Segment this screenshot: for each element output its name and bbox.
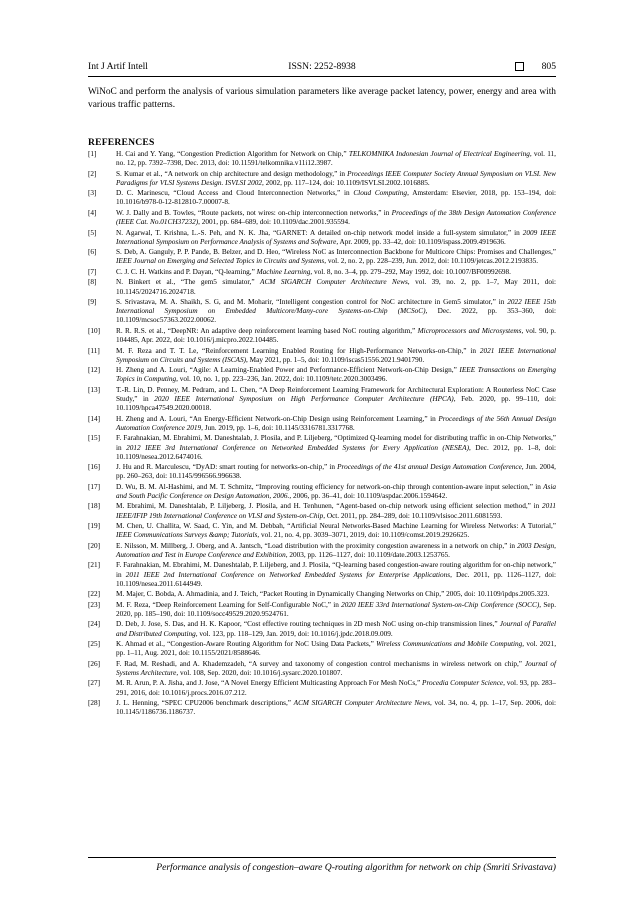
reference-text: [116, 679, 556, 697]
reference-authors-title: H. Cai and Y. Yang, “Congestion Prediction Algorithm for Network on Chip,”: [116, 150, 349, 158]
reference-venue: Journal of Systems Architecture: [116, 659, 556, 677]
reference-item: [88, 189, 556, 207]
reference-venue: IEEE Transactions on Emerging Topics in Computing: [116, 366, 556, 384]
reference-number: [27]: [88, 679, 101, 688]
reference-authors-title: S. Kumar et al., “A network on chip architecture and design methodology,” in: [116, 169, 348, 178]
reference-number: [2]: [88, 169, 97, 178]
reference-text: [116, 366, 556, 384]
reference-item: [88, 522, 556, 540]
reference-item: [88, 483, 556, 501]
reference-authors-title: D. Deb, J. Jose, S. Das, and H. K. Kapoor, “Cost effective routing techniques in 2D mesh NoC using on-chip transmission lines,”: [116, 620, 500, 629]
reference-details: , vol. 10, no. 1, pp. 223–236, Jan. 2022, doi: 10.1109/tetc.2020.3003496.: [176, 375, 388, 384]
reference-details: , Dec. 2022, pp. 353–360, doi: 10.1109/mcsoc57363.2022.00062.: [116, 307, 556, 325]
reference-text: [116, 278, 556, 296]
reference-item: [88, 229, 556, 247]
reference-details: , May 2021, pp. 1–5, doi: 10.1109/iscas51556.2021.9401790.: [246, 355, 425, 364]
reference-text: [116, 561, 556, 588]
reference-item: [88, 248, 556, 266]
references-heading: REFERENCES: [88, 137, 155, 148]
reference-number: [21]: [88, 561, 101, 570]
reference-venue: IEEE Journal on Emerging and Selected Topics in Circuits and Systems: [116, 257, 325, 266]
reference-venue: Microprocessors and Microsystems: [417, 326, 522, 335]
reference-authors-title: M. Ebrahimi, M. Daneshtalab, P. Liljeberg, J. Plosila, and H. Tenhunen, “Agent-based on-chip network using efficient selection method,” in: [116, 502, 543, 511]
reference-number: [12]: [88, 366, 101, 375]
reference-number: [7]: [88, 267, 97, 276]
reference-number: [8]: [88, 278, 97, 287]
reference-number: [22]: [88, 590, 101, 599]
reference-text: [116, 248, 556, 266]
reference-authors-title: W. J. Dally and B. Towles, “Route packets, not wires: on-chip interconnection networks,” in: [116, 208, 392, 217]
reference-text: [116, 463, 556, 481]
reference-text: [116, 434, 556, 461]
reference-authors-title: S. Srivastava, M. A. Shaikh, S. G, and M. Moharir, “Intelligent congestion control for NoC architecture in Gem5 simulator,” in: [116, 298, 508, 307]
reference-venue: Wireless Communications and Mobile Computing: [376, 640, 523, 649]
reference-details: , Feb. 2020, pp. 99–110, doi: 10.1109/hpca47549.2020.00018.: [116, 395, 556, 413]
reference-text: [116, 660, 556, 678]
reference-item: [88, 590, 556, 599]
reference-item: [88, 150, 556, 168]
reference-details: , vol. 39, no. 2, pp. 1–7, May 2011, doi: 10.1145/2024716.2024718.: [116, 278, 556, 296]
reference-authors-title: J. Hu and R. Marculescu, “DyAD: smart routing for networks-on-chip,” in: [116, 463, 338, 472]
reference-item: [88, 278, 556, 296]
reference-details: , Dec. 2012, pp. 1–8, doi: 10.1109/nesea.2012.6474016.: [116, 443, 557, 461]
reference-item: [88, 601, 556, 619]
reference-details: , Amsterdam: Elsevier, 2018, pp. 153–194, doi: 10.1016/b978-0-12-812810-7.00007-8.: [116, 189, 556, 207]
reference-text: [116, 347, 556, 365]
issn: ISSN: 2252-8938: [288, 60, 356, 72]
journal-name: Int J Artif Intell: [88, 60, 148, 72]
reference-venue: Proceedings of the 56th Annual Design Automation Conference 2019: [116, 414, 556, 432]
reference-details: , vol. 123, pp. 118–129, Jan. 2019, doi: 10.1016/j.jpdc.2018.09.009.: [195, 629, 393, 638]
reference-venue: Proceedings of the 41st annual Design Automation Conference: [337, 463, 522, 472]
reference-number: [18]: [88, 502, 101, 511]
reference-item: [88, 298, 556, 325]
reference-number: [15]: [88, 434, 101, 443]
reference-number: [11]: [88, 346, 100, 355]
reference-number: [6]: [88, 248, 97, 257]
reference-list: [88, 150, 556, 719]
reference-authors-title: H. Zheng and A. Louri, “An Energy-Efficient Network-on-Chip Design using Reinforcement Learning,” in: [116, 414, 439, 423]
reference-authors-title: N. Binkert et al., “The gem5 simulator,”: [116, 278, 261, 287]
reference-item: [88, 386, 556, 413]
reference-details: , vol. 108, Sep. 2020, doi: 10.1016/j.sysarc.2020.101807.: [176, 668, 343, 677]
reference-authors-title: M. F. Reza and T. T. Le, “Reinforcement Learning Enabled Routing for High-Performance Networks-on-Chip,” in: [116, 346, 480, 355]
reference-details: , vol. 8, no. 3–4, pp. 279–292, May 1992, doi: 10.1007/BF00992698.: [310, 267, 511, 276]
page-footer: Performance analysis of congestion–aware Q-routing algorithm for network on chip (Smriti Srivastava): [156, 862, 556, 873]
reference-item: [88, 170, 556, 188]
reference-authors-title: F. Farahnakian, M. Ebrahimi, M. Daneshtalab, P. Liljeberg, and J. Plosila, “Q-learning based congestion-aware routing algorithm for on-chip network,” in: [116, 561, 556, 579]
reference-number: [10]: [88, 326, 101, 335]
reference-venue: 2003 Design, Automation and Test in Europe Conference and Exhibition: [116, 541, 556, 559]
reference-details: , vol. 2021, pp. 1–11, Aug. 2021, doi: 10.1155/2021/8588646.: [116, 640, 557, 658]
reference-text: [116, 298, 556, 325]
reference-venue: Machine Learning: [256, 267, 311, 276]
reference-venue: 2011 IEEE 2nd International Conference on Networked Embedded Systems for Enterprise Applications: [125, 570, 451, 579]
reference-item: [88, 620, 556, 638]
reference-venue: ACM SIGARCH Computer Architecture News: [293, 699, 431, 708]
reference-authors-title: K. Ahmad et al., “Congestion-Aware Routing Algorithm for NoC Using Data Packets,”: [116, 640, 377, 649]
reference-venue: ACM SIGARCH Computer Architecture News: [260, 278, 408, 287]
reference-text: [116, 229, 556, 247]
reference-number: [26]: [88, 659, 101, 668]
reference-venue: Journal of Parallel and Distributed Computing: [116, 620, 556, 638]
reference-venue: Procedia Computer Science: [422, 679, 504, 688]
reference-authors-title: R. R. R.S. et al., “DeepNR: An adaptive deep reinforcement learning based NoC routing algorithm,”: [116, 326, 418, 335]
reference-venue: 2020 IEEE 33rd International System-on-Chip Conference (SOCC): [341, 600, 540, 609]
reference-authors-title: M. F. Reza, “Deep Reinforcement Learning for Self-Configurable NoC,” in: [116, 600, 342, 609]
reference-authors-title: D. C. Marinescu, “Cloud Access and Cloud Interconnection Networks,” in: [116, 189, 354, 198]
reference-item: [88, 502, 556, 520]
reference-item: [88, 327, 556, 345]
reference-venue: 2021 IEEE International Symposium on Circuits and Systems (ISCAS): [116, 346, 557, 364]
reference-text: [116, 415, 556, 433]
reference-number: [17]: [88, 482, 101, 491]
reference-authors-title: F. Rad, M. Reshadi, and A. Khademzadeh, “A survey and taxonomy of congestion control mechanisms in wireless network on chip,”: [116, 659, 525, 668]
reference-details: , Dec. 2011, pp. 1126–1127, doi: 10.1109/nesea.2011.6144949.: [116, 570, 556, 588]
reference-text: [116, 620, 556, 638]
reference-text: [116, 483, 556, 501]
reference-details: , Jun. 2019, pp. 1–6, doi: 10.1145/3316781.3317768.: [201, 423, 355, 432]
reference-details: , 2003, pp. 1126–1127, doi: 10.1109/date.2003.1253765.: [285, 550, 450, 559]
reference-venue: TELKOMNIKA Indonesian Journal of Electrical Engineering: [348, 150, 530, 158]
header-right: [515, 61, 556, 72]
reference-details: , Oct. 2011, pp. 284–289, doi: 10.1109/vlsisoc.2011.6081593.: [323, 511, 503, 520]
reference-number: [1]: [88, 150, 97, 158]
checkbox-square-icon: [515, 62, 524, 71]
reference-venue: Proceedings of the 38th Design Automation Conference (IEEE Cat. No.01CH37232): [116, 208, 556, 227]
reference-item: [88, 434, 556, 461]
reference-details: , Jun. 2004, pp. 260–263, doi: 10.1145/996566.996638.: [116, 463, 556, 481]
reference-details: , vol. 90, p. 104485, Apr. 2022, doi: 10.1016/j.micpro.2022.104485.: [116, 326, 556, 345]
reference-venue: 2020 IEEE International Symposium on High Performance Computer Architecture (HPCA): [154, 395, 454, 404]
reference-item: [88, 209, 556, 227]
reference-venue: 2011 IEEE/IFIP 19th International Conference on VLSI and System-on-Chip: [116, 502, 556, 520]
reference-authors-title: J. L. Henning, “SPEC CPU2006 benchmark descriptions,”: [116, 699, 294, 708]
reference-number: [25]: [88, 640, 101, 649]
reference-text: [116, 268, 556, 277]
reference-authors-title: M. R. Arun, P. A. Jisha, and J. Jose, “A Novel Energy Efficient Multicasting Approach For Mesh NoCs,”: [116, 679, 423, 688]
reference-number: [4]: [88, 208, 97, 217]
reference-number: [23]: [88, 600, 101, 609]
reference-item: [88, 660, 556, 678]
reference-authors-title: M. Chen, U. Challita, W. Saad, C. Yin, and M. Debbah, “Artificial Neural Networks-Based Machine Learning for Wireless Networks: A Tutorial,”: [116, 522, 556, 531]
reference-authors-title: D. Wu, B. M. Al-Hashimi, and M. T. Schmitz, “Improving routing efficiency for network-on-chip through contention-aware input selection,” in: [116, 482, 544, 491]
reference-number: [9]: [88, 298, 97, 307]
reference-details: , Sep. 2020, pp. 185–190, doi: 10.1109/socc49529.2020.9524761.: [116, 600, 557, 618]
reference-text: [116, 386, 556, 413]
reference-authors-title: N. Agarwal, T. Krishna, L.-S. Peh, and N. K. Jha, “GARNET: A detailed on-chip network model inside a full-system simulator,” in: [116, 228, 523, 237]
reference-details: , vol. 34, no. 4, pp. 1–17, Sep. 2006, doi: 10.1145/1186736.1186737.: [116, 699, 556, 717]
reference-venue: Asia and South Pacific Conference on Design Automation, 2006.: [116, 482, 556, 500]
reference-authors-title: F. Farahnakian, M. Ebrahimi, M. Daneshtalab, J. Plosila, and P. Liljeberg, “Optimized Q-learning model for distributing traffic in on-Chip Networks,” in: [116, 434, 556, 452]
page-number: 805: [541, 60, 556, 72]
reference-number: [5]: [88, 228, 97, 237]
reference-item: [88, 542, 556, 560]
reference-authors-title: E. Nilsson, M. Millberg, J. Oberg, and A. Jantsch, “Load distribution with the proximity congestion awareness in a network on chip,” in: [116, 541, 518, 550]
reference-number: [3]: [88, 189, 97, 198]
reference-details: , vol. 21, no. 4, pp. 3039–3071, 2019, doi: 10.1109/comst.2019.2926625.: [257, 531, 470, 540]
reference-number: [28]: [88, 699, 101, 708]
reference-venue: 2012 IEEE 3rd International Conference on Networked Embedded Systems for Every Application (NESEA): [126, 443, 470, 452]
reference-text: [116, 209, 556, 227]
reference-authors-title: C. J. C. H. Watkins and P. Dayan, “Q-learning,”: [116, 267, 257, 276]
reference-details: , 2001, pp. 684–689, doi: 10.1109/dac.2001.935594.: [198, 218, 350, 227]
reference-venue: 2009 IEEE International Symposium on Performance Analysis of Systems and Software: [116, 228, 557, 246]
reference-text: [116, 590, 556, 599]
page-header: [88, 58, 556, 74]
reference-text: [116, 189, 556, 207]
reference-item: [88, 347, 556, 365]
reference-details: , vol. 11, no. 12, pp. 7392–7398, Dec. 2013, doi: 10.11591/telkomnika.v11i12.3987.: [116, 150, 556, 168]
reference-text: [116, 170, 556, 188]
reference-text: [116, 640, 556, 658]
reference-item: [88, 366, 556, 384]
footer-rule: [88, 857, 556, 858]
reference-text: [116, 502, 556, 520]
reference-text: [116, 327, 556, 345]
reference-text: [116, 542, 556, 560]
reference-details: , 2006, pp. 36–41, doi: 10.1109/aspdac.2006.1594642.: [289, 491, 448, 500]
reference-number: [13]: [88, 385, 101, 394]
reference-details: , Apr. 2009, pp. 33–42, doi: 10.1109/ispass.2009.4919636.: [336, 237, 506, 246]
reference-number: [16]: [88, 463, 101, 472]
reference-venue: IEEE Communications Surveys &amp; Tutorials: [116, 531, 258, 540]
reference-details: , vol. 93, pp. 283–291, 2016, doi: 10.1016/j.procs.2016.07.212.: [116, 679, 557, 697]
reference-venue: Cloud Computing: [353, 189, 408, 198]
reference-venue: 2022 IEEE 15th International Symposium on Embedded Multicore/Many-core Systems-on-Chip (MCSoC): [116, 298, 557, 316]
reference-item: [88, 640, 556, 658]
reference-details: , vol. 2, no. 2, pp. 228–239, Jun. 2012, doi: 10.1109/jetcas.2012.2193835.: [324, 257, 539, 266]
reference-item: [88, 679, 556, 697]
header-rule: [88, 76, 556, 77]
reference-authors-title: H. Zheng and A. Louri, “Agile: A Learning-Enabled Power and Performance-Efficient Network-on-Chip Design,”: [116, 366, 460, 375]
reference-text: [116, 601, 556, 619]
reference-item: [88, 699, 556, 717]
reference-number: [20]: [88, 541, 101, 550]
reference-number: [14]: [88, 414, 101, 423]
reference-item: [88, 268, 556, 277]
reference-authors-title: S. Deb, A. Ganguly, P. P. Pande, B. Belzer, and D. Heo, “Wireless NoC as Interconnection Backbone for Multicore Chips: Promises and Challenges,”: [116, 248, 556, 257]
reference-item: [88, 415, 556, 433]
reference-number: [24]: [88, 620, 101, 629]
reference-item: [88, 561, 556, 588]
reference-details: , 2002, pp. 117–124, doi: 10.1109/ISVLSI.2002.1016885.: [262, 178, 430, 187]
reference-text: [116, 150, 556, 168]
reference-authors-title: T.-R. Lin, D. Penney, M. Pedram, and L. Chen, “A Deep Reinforcement Learning Framework for Architectural Exploration: A Routerless NoC Case Study,” in: [116, 385, 556, 404]
reference-text: [116, 699, 556, 717]
reference-authors-title: M. Majer, C. Bobda, A. Ahmadinia, and J. Teich, “Packet Routing in Dynamically Changing Networks on Chip,” 2005, doi: 10.1109/ipdps.2005.323.: [116, 590, 550, 599]
reference-number: [19]: [88, 522, 101, 531]
reference-text: [116, 522, 556, 540]
reference-venue: Proceedings IEEE Computer Society Annual Symposium on VLSI. New Paradigms for VLSI Systems Design. ISVLSI 2002: [116, 169, 556, 187]
reference-item: [88, 463, 556, 481]
intro-paragraph: WiNoC and perform the analysis of various simulation parameters like average packet latency, power, energy and area with various traffic patterns.: [88, 87, 556, 110]
